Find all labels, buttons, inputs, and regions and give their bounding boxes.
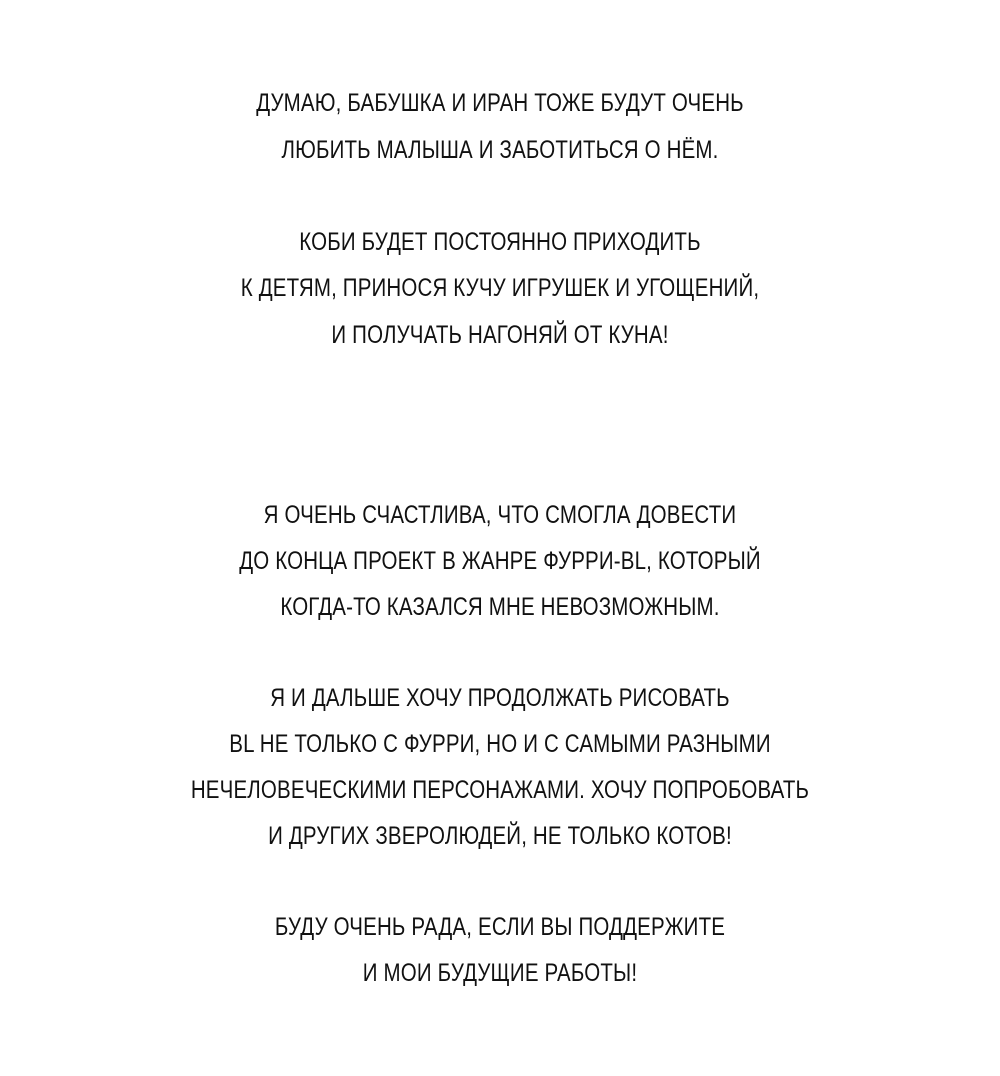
text-line: ДО КОНЦА ПРОЕКТ В ЖАНРЕ ФУРРИ-BL, КОТОРЫЙ bbox=[239, 547, 761, 575]
text-line: Я И ДАЛЬШЕ ХОЧУ ПРОДОЛЖАТЬ РИСОВАТЬ bbox=[270, 684, 730, 712]
text-line: И ДРУГИХ ЗВЕРОЛЮДЕЙ, НЕ ТОЛЬКО КОТОВ! bbox=[268, 822, 732, 850]
text-line: Я ОЧЕНЬ СЧАСТЛИВА, ЧТО СМОГЛА ДОВЕСТИ bbox=[263, 501, 737, 529]
text-line: БУДУ ОЧЕНЬ РАДА, ЕСЛИ ВЫ ПОДДЕРЖИТЕ bbox=[274, 913, 726, 941]
text-line: ЛЮБИТЬ МАЛЫША И ЗАБОТИТЬСЯ О НЁМ. bbox=[281, 136, 719, 164]
text-line: КОГДА-ТО КАЗАЛСЯ МНЕ НЕВОЗМОЖНЫМ. bbox=[280, 593, 720, 621]
text-line: НЕЧЕЛОВЕЧЕСКИМИ ПЕРСОНАЖАМИ. ХОЧУ ПОПРОБОВАТЬ bbox=[190, 776, 810, 804]
text-line: К ДЕТЯМ, ПРИНОСЯ КУЧУ ИГРУШЕК И УГОЩЕНИЙ, bbox=[240, 274, 760, 302]
text-line: И ПОЛУЧАТЬ НАГОНЯЙ ОТ КУНА! bbox=[331, 321, 669, 349]
text-line: И МОИ БУДУЩИЕ РАБОТЫ! bbox=[362, 959, 638, 987]
text-line: ДУМАЮ, БАБУШКА И ИРАН ТОЖЕ БУДУТ ОЧЕНЬ bbox=[256, 89, 744, 117]
text-line: КОБИ БУДЕТ ПОСТОЯННО ПРИХОДИТЬ bbox=[299, 228, 701, 256]
text-line: BL НЕ ТОЛЬКО С ФУРРИ, НО И С САМЫМИ РАЗНЫМИ bbox=[229, 730, 771, 758]
